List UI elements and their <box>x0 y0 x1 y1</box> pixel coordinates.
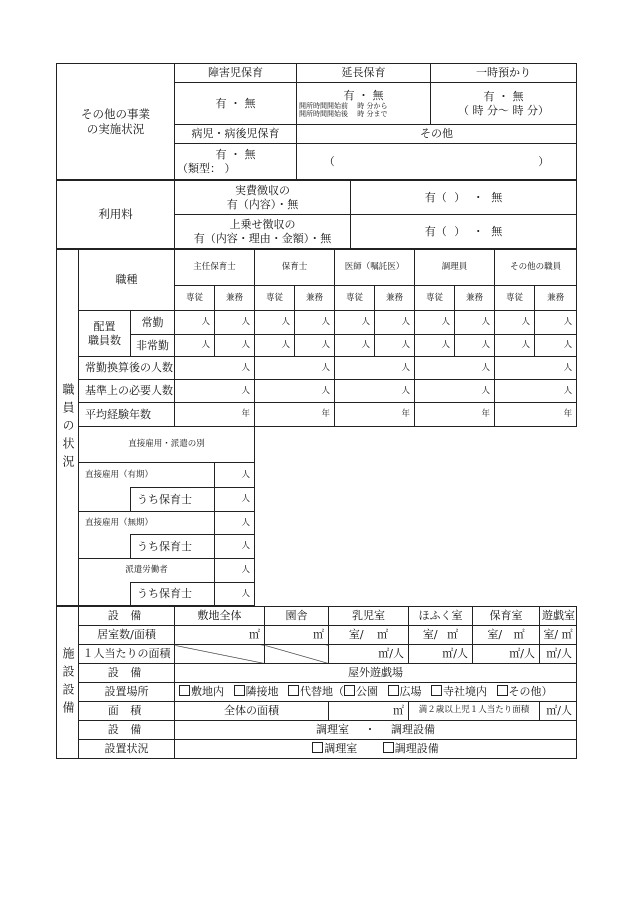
parttime-cell[interactable]: 人 <box>455 335 495 357</box>
area-label: 面 積 <box>79 702 175 721</box>
fulltime-cell[interactable]: 人 <box>335 311 375 335</box>
job-cook: 調理員 <box>415 250 495 286</box>
fixed-term-nursery-cell[interactable]: 人 <box>215 488 255 512</box>
fte-label: 常勤換算後の人数 <box>79 357 175 380</box>
fte-cell[interactable]: 人 <box>255 357 335 380</box>
other-value[interactable]: （ ） <box>297 144 577 180</box>
dispatch-label: 派遣労働者 <box>79 559 215 583</box>
temporary-yesno: 有 ・ 無 <box>483 89 524 103</box>
permanent-cell[interactable]: 人 <box>215 512 255 535</box>
actual-cost-value[interactable]: 有（ ） ・ 無 <box>351 181 577 215</box>
fulltime-cell[interactable]: 人 <box>415 311 455 335</box>
fulltime-cell[interactable]: 人 <box>295 311 335 335</box>
ken-label: 兼務 <box>535 286 577 311</box>
extended-yesno: 有 ・ 無 <box>343 88 384 102</box>
total-area-cell[interactable]: ㎡ <box>329 702 409 721</box>
opt-plaza-label: 広場 <box>399 685 422 699</box>
checkbox-alternative[interactable] <box>288 685 299 696</box>
staff-count-label <box>79 311 131 357</box>
col-site: 敷地全体 <box>175 607 265 626</box>
per-person-label: １人当たりの面積 <box>79 645 175 664</box>
crawling-area-cell[interactable]: 室/ ㎡ <box>409 626 473 645</box>
kitchen-room-label: 調理室 <box>324 742 358 756</box>
checkbox-site[interactable] <box>179 685 190 696</box>
crawling-per-person-cell[interactable]: ㎡/人 <box>409 645 473 664</box>
nursery-area-cell[interactable]: 室/ ㎡ <box>473 626 540 645</box>
site-area-cell[interactable]: ㎡ <box>175 626 265 645</box>
job-head-nursery: 主任保育士 <box>175 250 255 286</box>
sick-child-header: 病児・病後児保育 <box>175 125 297 144</box>
opt-temple-label: 寺社境内 <box>443 685 487 699</box>
dispatch-nursery-label: うち保育士 <box>131 583 215 606</box>
building-area-cell[interactable]: ㎡ <box>265 626 329 645</box>
fulltime-cell[interactable]: 人 <box>255 311 295 335</box>
staff-count-line2: 職員数 <box>88 333 121 347</box>
checkbox-kitchen-equipment[interactable] <box>383 742 394 753</box>
dispatch-cell[interactable]: 人 <box>215 559 255 583</box>
required-cell[interactable]: 人 <box>175 380 255 403</box>
infant-per-person-cell[interactable]: ㎡/人 <box>329 645 409 664</box>
staff-count-line1: 配置 <box>93 319 116 333</box>
sick-child-yesno: 有 ・ 無 <box>215 147 256 161</box>
install-status-label: 設置状況 <box>79 740 175 759</box>
parttime-cell[interactable]: 人 <box>495 335 535 357</box>
opt-park-label: 公園 <box>356 685 378 699</box>
fee-label: 利用料 <box>57 181 175 249</box>
job-other: その他の職員 <box>495 250 577 286</box>
fulltime-cell[interactable]: 人 <box>175 311 215 335</box>
equipment-label: 設 備 <box>79 607 175 626</box>
checkbox-adjacent[interactable] <box>234 685 245 696</box>
checkbox-other[interactable] <box>497 685 508 696</box>
per-child-area-cell[interactable]: ㎡/人 <box>540 702 577 721</box>
equipment-label-2: 設 備 <box>79 664 175 683</box>
parttime-cell[interactable]: 人 <box>535 335 577 357</box>
disabled-childcare-value[interactable]: 有 ・ 無 <box>175 83 297 125</box>
extended-childcare-header: 延長保育 <box>297 64 431 83</box>
required-cell[interactable]: 人 <box>335 380 415 403</box>
temporary-hours: （ 時 分～ 時 分） <box>458 103 549 117</box>
col-building: 園舎 <box>265 607 329 626</box>
disabled-childcare-header: 障害児保育 <box>175 64 297 83</box>
experience-cell[interactable]: 年 <box>495 403 577 427</box>
job-type-label: 職種 <box>79 250 175 311</box>
other-business-label: その他の事業 の実施状況 <box>57 64 175 180</box>
experience-cell[interactable]: 年 <box>415 403 495 427</box>
permanent-label: 直接雇用（無期） <box>79 512 215 535</box>
play-per-person-cell[interactable]: ㎡/人 <box>540 645 577 664</box>
kitchen-header: 調理室 ・ 調理設備 <box>175 721 577 740</box>
col-play-room: 遊戯室 <box>540 607 577 626</box>
staff-side-label: 職員の状況 <box>57 250 79 606</box>
location-label: 設置場所 <box>79 683 175 702</box>
sen-label: 専従 <box>495 286 535 311</box>
per-child-area-label: 満２歳以上児１人当たり面積 <box>409 702 540 721</box>
location-options <box>175 683 577 702</box>
sen-label: 専従 <box>415 286 455 311</box>
parttime-label: 非常勤 <box>131 335 175 357</box>
parttime-cell[interactable]: 人 <box>335 335 375 357</box>
facility-side-label: 施設設備 <box>57 607 79 759</box>
job-doctor: 医師（嘱託医） <box>335 250 415 286</box>
ken-label: 兼務 <box>455 286 495 311</box>
fixed-term-label: 直接雇用（有期） <box>79 463 215 488</box>
other-header: その他 <box>297 125 577 144</box>
extended-childcare-value[interactable] <box>297 83 431 125</box>
additional-fee-label <box>175 215 351 249</box>
sick-child-type: （類型： ） <box>177 161 236 175</box>
ken-label: 兼務 <box>375 286 415 311</box>
fee-table <box>56 180 577 249</box>
opt-alternative-label: 代替地（ <box>300 685 344 699</box>
checkbox-kitchen[interactable] <box>312 742 323 753</box>
checkbox-temple[interactable] <box>431 685 442 696</box>
equipment-label-3: 設 備 <box>79 721 175 740</box>
required-cell[interactable]: 人 <box>255 380 335 403</box>
fulltime-cell[interactable]: 人 <box>535 311 577 335</box>
fulltime-cell[interactable]: 人 <box>375 311 415 335</box>
fulltime-cell[interactable]: 人 <box>495 311 535 335</box>
temporary-care-value[interactable] <box>431 83 577 125</box>
experience-cell[interactable]: 年 <box>175 403 255 427</box>
actual-cost-line1: 実費徴収の <box>235 183 290 197</box>
parttime-cell[interactable]: 人 <box>175 335 215 357</box>
infant-area-cell[interactable]: 室/ ㎡ <box>329 626 409 645</box>
parttime-cell[interactable]: 人 <box>375 335 415 357</box>
col-nursery-room: 保育室 <box>473 607 540 626</box>
permanent-nursery-label: うち保育士 <box>131 535 215 559</box>
fte-cell[interactable]: 人 <box>335 357 415 380</box>
checkbox-plaza[interactable] <box>388 685 399 696</box>
col-infant-room: 乳児室 <box>329 607 409 626</box>
outdoor-playground-header: 屋外遊戯場 <box>175 664 577 683</box>
temporary-care-header: 一時預かり <box>431 64 577 83</box>
dispatch-nursery-cell[interactable]: 人 <box>215 583 255 606</box>
required-cell[interactable]: 人 <box>415 380 495 403</box>
fixed-term-nursery-label: うち保育士 <box>131 488 215 512</box>
sick-child-value[interactable] <box>175 144 297 180</box>
experience-cell[interactable]: 年 <box>255 403 335 427</box>
direct-dispatch-label: 直接雇用・派遣の別 <box>79 427 255 463</box>
sen-label: 専従 <box>175 286 215 311</box>
rooms-area-label: 居室数/面積 <box>79 626 175 645</box>
sen-label: 専従 <box>335 286 375 311</box>
staff-table <box>56 249 577 606</box>
parttime-cell[interactable]: 人 <box>295 335 335 357</box>
additional-fee-line2: 有（内容・理由・金額）・無 <box>193 231 332 245</box>
required-label: 基準上の必要人数 <box>79 380 175 403</box>
opt-adjacent-label: 隣接地 <box>245 685 279 699</box>
fte-cell[interactable]: 人 <box>415 357 495 380</box>
sen-label: 専従 <box>255 286 295 311</box>
permanent-nursery-cell[interactable]: 人 <box>215 535 255 559</box>
parttime-cell[interactable]: 人 <box>415 335 455 357</box>
ken-label: 兼務 <box>295 286 335 311</box>
play-area-cell[interactable]: 室/ ㎡ <box>540 626 577 645</box>
extended-after: 開所時間開始後 時 分まで <box>299 110 388 119</box>
experience-label: 平均経験年数 <box>79 403 175 427</box>
ken-label: 兼務 <box>215 286 255 311</box>
additional-fee-value[interactable]: 有（ ） ・ 無 <box>351 215 577 249</box>
parttime-cell[interactable]: 人 <box>215 335 255 357</box>
job-nursery: 保育士 <box>255 250 335 286</box>
nursery-per-person-cell[interactable]: ㎡/人 <box>473 645 540 664</box>
facility-table <box>56 606 577 759</box>
col-crawling-room: ほふく室 <box>409 607 473 626</box>
fulltime-cell[interactable]: 人 <box>455 311 495 335</box>
site-per-person-slash <box>175 645 265 664</box>
fte-cell[interactable]: 人 <box>175 357 255 380</box>
fixed-term-cell[interactable]: 人 <box>215 463 255 488</box>
opt-other-label: その他） <box>508 685 553 699</box>
additional-fee-line1: 上乗せ徴収の <box>229 217 296 231</box>
total-area-label: 全体の面積 <box>175 702 329 721</box>
parttime-cell[interactable]: 人 <box>255 335 295 357</box>
kitchen-equipment-label: 調理設備 <box>394 742 439 756</box>
other-business-table <box>56 63 577 180</box>
actual-cost-line2: 有（内容）・無 <box>226 197 299 211</box>
checkbox-park[interactable] <box>344 685 355 696</box>
actual-cost-label <box>175 181 351 215</box>
fulltime-cell[interactable]: 人 <box>215 311 255 335</box>
fulltime-label: 常勤 <box>131 311 175 335</box>
opt-site-label: 敷地内 <box>191 685 224 699</box>
kitchen-options <box>175 740 577 759</box>
required-cell[interactable]: 人 <box>495 380 577 403</box>
building-per-person-slash <box>265 645 329 664</box>
extended-before: 開所時間開始前 時 分から <box>299 102 388 111</box>
fte-cell[interactable]: 人 <box>495 357 577 380</box>
experience-cell[interactable]: 年 <box>335 403 415 427</box>
